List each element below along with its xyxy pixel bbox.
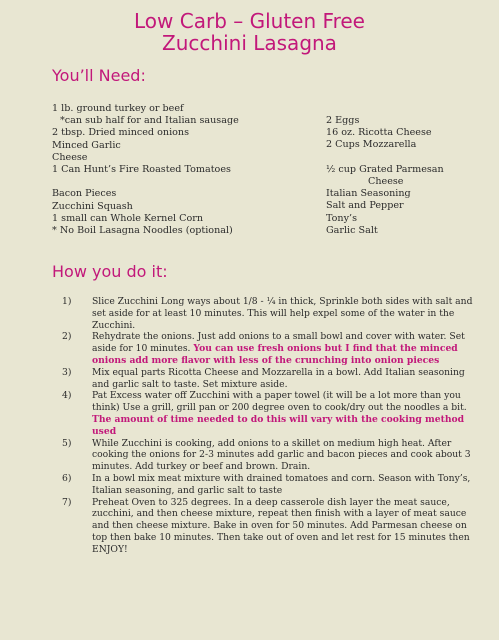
step-item (48, 497, 476, 556)
ingredient-spacer (326, 152, 486, 164)
step-item (48, 367, 476, 391)
ingredient-item: 2 tbsp. Dried minced onions (52, 127, 190, 139)
ingredient-item: Zucchini Squash (52, 200, 133, 212)
step-text: Pat Excess water off Zucchini with a paper towel (it will be a lot more than you think) Use a grill, grill pan or 200 degree oven to cook/dry out the noodles a bit. (92, 390, 467, 414)
ingredient-item: 2 Cups Mozzarella (326, 139, 417, 151)
title-line-2: Zucchini Lasagna (162, 31, 337, 55)
step-item (48, 390, 476, 437)
step-item (48, 473, 476, 497)
step-number: 5) (62, 437, 72, 449)
step-emphasis: The amount of time needed to do this will vary with the cooking method used (92, 413, 465, 437)
step-text: In a bowl mix meat mixture with drained tomatoes and corn. Season with Tony’s, Italian seasoning, and garlic salt to taste (92, 472, 471, 496)
instructions-heading: How you do it: (52, 262, 168, 281)
ingredient-spacer (52, 176, 312, 188)
ingredient-item: *can sub half for and Italian sausage (60, 115, 239, 127)
step-text: Preheat Oven to 325 degrees. In a deep casserole dish layer the meat sauce, zucchini, and then cheese mixture, repeat then finish with a layer of meat sauce and then cheese mixture. Bake in oven for 50 minutes. Add Parmesan cheese on top then bake 10 minutes. Then take out of oven and let rest for 15 minutes then ENJOY! (92, 496, 470, 555)
step-text: Mix equal parts Ricotta Cheese and Mozzarella in a bowl. Add Italian seasoning and garlic salt to taste. Set mixture aside. (92, 366, 465, 390)
title-line-1: Low Carb – Gluten Free (134, 9, 365, 33)
step-item (48, 438, 476, 473)
ingredient-item: Minced Garlic (52, 139, 121, 151)
ingredient-item: * No Boil Lasagna Noodles (optional) (52, 225, 233, 237)
step-item (48, 296, 476, 331)
step-number: 3) (62, 366, 72, 378)
ingredients-list-right (326, 115, 486, 237)
ingredient-item: 1 Can Hunt’s Fire Roasted Tomatoes (52, 164, 231, 176)
ingredient-item: Italian Seasoning (326, 188, 411, 200)
step-number: 7) (62, 496, 72, 508)
step-item (48, 331, 476, 366)
step-text: While Zucchini is cooking, add onions to a skillet on medium high heat. After cooking the onions for 2-3 minutes add garlic and bacon pieces and cook about 3 minutes. Add turkey or beef and brown. Drain. (92, 437, 471, 473)
ingredient-item: 1 small can Whole Kernel Corn (52, 212, 204, 224)
ingredient-item: Cheese (52, 151, 88, 163)
ingredient-item: Salt and Pepper (326, 200, 404, 212)
ingredients-list-left (52, 103, 312, 237)
ingredient-item: ½ cup Grated Parmesan (326, 163, 444, 175)
step-text: Slice Zucchini Long ways about 1/8 - ¼ in thick, Sprinkle both sides with salt and set aside for at least 10 minutes. This will help expel some of the water in the Zucchini. (92, 296, 473, 331)
ingredient-item: 1 lb. ground turkey or beef (52, 103, 184, 114)
ingredient-item: Bacon Pieces (52, 188, 117, 200)
step-number: 4) (62, 390, 72, 402)
step-number: 6) (62, 472, 72, 484)
step-emphasis: You can use fresh onions but I find that the minced onions add more flavor with less of the crunching into onion pieces (92, 343, 458, 366)
step-text: Rehydrate the onions. Just add onions to a small bowl and cover with water. Set aside for 10 minutes. (92, 331, 465, 355)
step-number: 2) (62, 331, 72, 343)
instructions-list (48, 296, 476, 556)
ingredient-item: 2 Eggs (326, 115, 360, 126)
ingredient-item: Cheese (368, 176, 404, 187)
ingredients-heading: You’ll Need: (52, 66, 146, 85)
ingredient-item: 16 oz. Ricotta Cheese (326, 127, 432, 139)
step-number: 1) (62, 296, 72, 307)
ingredient-item: Tony’s (326, 212, 358, 224)
recipe-title (0, 10, 499, 54)
ingredient-item: Garlic Salt (326, 224, 378, 236)
